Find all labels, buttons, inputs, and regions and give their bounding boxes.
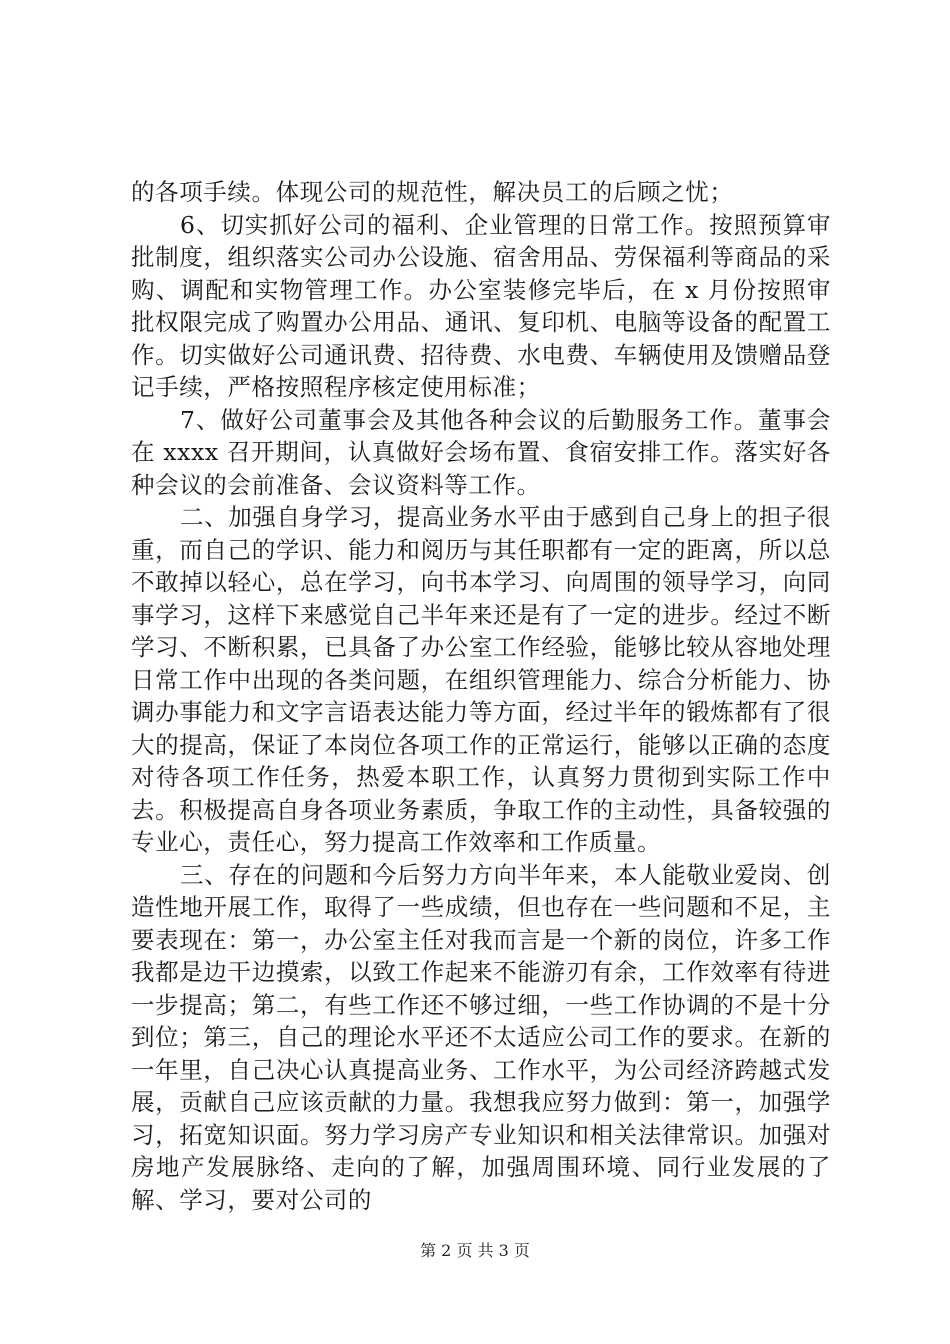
paragraph-section-2: 二、加强自身学习，提高业务水平由于感到自己身上的担子很重，而自己的学识、能力和阅历与其任职都有一定的距离，所以总不敢掉以轻心，总在学习，向书本学习、向周围的领导学习，向同事学习，这样下来感觉自己半年来还是有了一定的进步。经过不断学习、不断积累，已具备了办公室工作经验，能够比较从容地处理日常工作中出现的各类问题，在组织管理能力、综合分析能力、协调办事能力和文字言语表达能力等方面，经过半年的锻炼都有了很大的提高，保证了本岗位各项工作的正常运行，能够以正确的态度对待各项工作任务，热爱本职工作，认真努力贯彻到实际工作中去。积极提高自身各项业务素质，争取工作的主动性，具备较强的专业心，责任心，努力提高工作效率和工作质量。 xyxy=(131,503,831,856)
paragraph-continuation: 的各项手续。体现公司的规范性，解决员工的后顾之忧； xyxy=(131,178,734,206)
page-number-footer: 第 2 页 共 3 页 xyxy=(420,1241,530,1260)
paragraph-item-6: 6、切实抓好公司的福利、企业管理的日常工作。按照预算审批制度，组织落实公司办公设施、宿舍用品、劳保福利等商品的采购、调配和实物管理工作。办公室装修完毕后，在 x 月份按照审批权限完成了购置办公用品、通讯、复印机、电脑等设备的配置工作。切实做好公司通讯费、招待费、水电费、车辆使用及馈赠品登记手续，严格按照程序核定使用标准； xyxy=(131,210,831,401)
document-body xyxy=(131,176,831,1216)
paragraph-item-7: 7、做好公司董事会及其他各种会议的后勤服务工作。董事会在 xxxx 召开期间，认真做好会场布置、食宿安排工作。落实好各种会议的会前准备、会议资料等工作。 xyxy=(131,405,831,499)
paragraph-section-3: 三、存在的问题和今后努力方向半年来，本人能敬业爱岗、创造性地开展工作，取得了一些成绩，但也存在一些问题和不足，主要表现在：第一，办公室主任对我而言是一个新的岗位，许多工作我都是边干边摸索，以致工作起来不能游刃有余，工作效率有待进一步提高；第二，有些工作还不够过细，一些工作协调的不是十分到位；第三，自己的理论水平还不太适应公司工作的要求。在新的一年里，自己决心认真提高业务、工作水平，为公司经济跨越式发展，贡献自己应该贡献的力量。我想我应努力做到：第一，加强学习，拓宽知识面。努力学习房产专业知识和相关法律常识。加强对房地产发展脉络、走向的了解，加强周围环境、同行业发展的了解、学习，要对公司的 xyxy=(131,860,831,1214)
